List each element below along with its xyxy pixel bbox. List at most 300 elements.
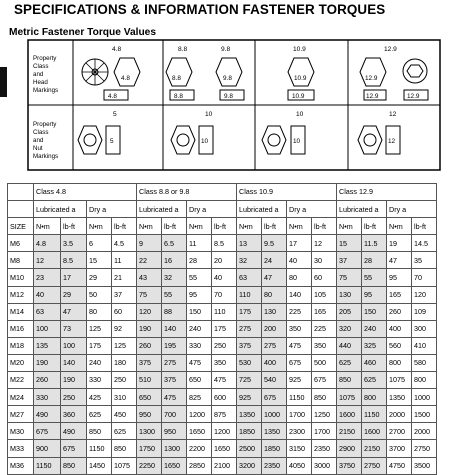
- torque-cell: 2900: [337, 440, 362, 457]
- torque-cell: 1750: [137, 440, 162, 457]
- torque-cell: 2850: [187, 457, 212, 474]
- size-cell: M10: [8, 269, 34, 286]
- dry-header: Dry a: [187, 201, 237, 218]
- torque-cell: 28: [362, 252, 387, 269]
- torque-cell: 1650: [187, 423, 212, 440]
- torque-cell: 1200: [212, 423, 237, 440]
- torque-cell: 460: [362, 354, 387, 371]
- torque-cell: 3750: [337, 457, 362, 474]
- torque-cell: 275: [262, 337, 287, 354]
- nut-class-label: 12: [389, 111, 397, 118]
- torque-cell: 55: [187, 269, 212, 286]
- torque-cell: 135: [34, 337, 61, 354]
- torque-cell: 260: [34, 372, 61, 389]
- torque-cell: 11: [112, 252, 137, 269]
- torque-cell: 140: [287, 286, 312, 303]
- torque-cell: 6.5: [162, 235, 187, 252]
- torque-cell: 260: [137, 337, 162, 354]
- size-cell: M24: [8, 389, 34, 406]
- torque-cell: 1700: [312, 423, 337, 440]
- torque-cell: 2000: [387, 406, 412, 423]
- torque-cell: 475: [287, 337, 312, 354]
- torque-cell: 190: [137, 320, 162, 337]
- torque-cell: 2100: [212, 457, 237, 474]
- nut-side-icon: [106, 126, 120, 154]
- unit-header: N•m: [287, 218, 312, 235]
- bolt-side-icon: [404, 90, 428, 100]
- torque-cell: 175: [87, 337, 112, 354]
- torque-cell: 2300: [287, 423, 312, 440]
- svg-text:Nut: Nut: [33, 145, 43, 152]
- svg-text:8.8: 8.8: [174, 93, 183, 100]
- torque-cell: 28: [187, 252, 212, 269]
- torque-cell: 675: [34, 423, 61, 440]
- torque-cell: 725: [237, 372, 262, 389]
- size-cell: M16: [8, 320, 34, 337]
- torque-cell: 1300: [137, 423, 162, 440]
- torque-cell: 560: [387, 337, 412, 354]
- unit-header: N•m: [187, 218, 212, 235]
- torque-cell: 37: [337, 252, 362, 269]
- torque-cell: 190: [34, 354, 61, 371]
- torque-cell: 80: [287, 269, 312, 286]
- torque-cell: 80: [87, 303, 112, 320]
- header-cell: [8, 184, 34, 201]
- torque-cell: 875: [212, 406, 237, 423]
- table-row: [8, 354, 437, 371]
- torque-cell: 450: [112, 406, 137, 423]
- torque-cell: 1600: [362, 423, 387, 440]
- torque-cell: 100: [61, 337, 87, 354]
- torque-cell: 205: [337, 303, 362, 320]
- torque-cell: 1200: [187, 406, 212, 423]
- svg-text:12.9: 12.9: [407, 93, 420, 100]
- torque-cell: 47: [387, 252, 412, 269]
- torque-cell: 625: [337, 354, 362, 371]
- torque-cell: 29: [61, 286, 87, 303]
- nut-side-icon: [291, 126, 305, 154]
- torque-cell: 625: [87, 406, 112, 423]
- size-cell: M30: [8, 423, 34, 440]
- torque-cell: 275: [237, 320, 262, 337]
- torque-cell: 195: [162, 337, 187, 354]
- torque-cell: 350: [212, 354, 237, 371]
- class-header: Class 4.8: [34, 184, 137, 201]
- table-row: [8, 286, 437, 303]
- torque-cell: 900: [34, 440, 61, 457]
- lubricated-header: Lubricated a: [237, 201, 287, 218]
- torque-cell: 240: [87, 354, 112, 371]
- size-cell: M8: [8, 252, 34, 269]
- torque-cell: 475: [187, 354, 212, 371]
- bolt-head-hex-icon: [216, 58, 242, 86]
- torque-cell: 40: [212, 269, 237, 286]
- torque-cell: 140: [162, 320, 187, 337]
- torque-cell: 4050: [287, 457, 312, 474]
- torque-cell: 530: [237, 354, 262, 371]
- torque-cell: 675: [262, 389, 287, 406]
- head-class-label: 4.8: [112, 46, 122, 53]
- torque-cell: 2750: [412, 440, 437, 457]
- torque-cell: 180: [112, 354, 137, 371]
- torque-cell: 330: [87, 372, 112, 389]
- torque-cell: 2750: [362, 457, 387, 474]
- torque-cell: 400: [262, 354, 287, 371]
- torque-cell: 1000: [412, 389, 437, 406]
- torque-cell: 2200: [187, 440, 212, 457]
- class-header: Class 8.8 or 9.8: [137, 184, 237, 201]
- torque-cell: 2700: [387, 423, 412, 440]
- torque-cell: 490: [34, 406, 61, 423]
- torque-cell: 850: [112, 440, 137, 457]
- torque-cell: 440: [337, 337, 362, 354]
- torque-cell: 1150: [87, 440, 112, 457]
- torque-cell: 1350: [387, 389, 412, 406]
- size-cell: M18: [8, 337, 34, 354]
- torque-cell: 75: [137, 286, 162, 303]
- torque-cell: 650: [137, 389, 162, 406]
- torque-cell: 1850: [262, 440, 287, 457]
- torque-cell: 240: [187, 320, 212, 337]
- class-header: Class 12.9: [337, 184, 437, 201]
- torque-cell: 125: [87, 320, 112, 337]
- torque-cell: 580: [412, 354, 437, 371]
- svg-text:and: and: [33, 71, 44, 78]
- torque-cell: 75: [337, 269, 362, 286]
- torque-cell: 12: [34, 252, 61, 269]
- torque-cell: 500: [312, 354, 337, 371]
- torque-cell: 2350: [312, 440, 337, 457]
- torque-cell: 70: [212, 286, 237, 303]
- torque-cell: 63: [237, 269, 262, 286]
- torque-cell: 55: [162, 286, 187, 303]
- torque-cell: 650: [187, 372, 212, 389]
- svg-text:and: and: [33, 137, 44, 144]
- torque-cell: 70: [412, 269, 437, 286]
- unit-header: N•m: [387, 218, 412, 235]
- dry-header: Dry a: [287, 201, 337, 218]
- torque-cell: 350: [312, 337, 337, 354]
- svg-text:5: 5: [110, 138, 114, 145]
- torque-cell: 490: [61, 423, 87, 440]
- bolt-side-icon: [104, 90, 128, 100]
- torque-cell: 40: [287, 252, 312, 269]
- torque-cell: 47: [61, 303, 87, 320]
- torque-cell: 125: [112, 337, 137, 354]
- torque-cell: 260: [387, 303, 412, 320]
- torque-cell: 109: [412, 303, 437, 320]
- torque-cell: 13: [237, 235, 262, 252]
- torque-cell: 320: [337, 320, 362, 337]
- svg-text:Markings: Markings: [33, 87, 59, 94]
- torque-cell: 250: [212, 337, 237, 354]
- unit-header: N•m: [337, 218, 362, 235]
- torque-cell: 700: [162, 406, 187, 423]
- torque-cell: 625: [112, 423, 137, 440]
- torque-cell: 37: [112, 286, 137, 303]
- torque-cell: 100: [34, 320, 61, 337]
- torque-cell: 475: [212, 372, 237, 389]
- torque-cell: 130: [337, 286, 362, 303]
- torque-cell: 540: [262, 372, 287, 389]
- torque-cell: 165: [312, 303, 337, 320]
- svg-text:4.8: 4.8: [108, 93, 117, 100]
- torque-cell: 475: [162, 389, 187, 406]
- torque-cell: 95: [362, 286, 387, 303]
- torque-cell: 200: [262, 320, 287, 337]
- torque-cell: 510: [137, 372, 162, 389]
- torque-cell: 80: [262, 286, 287, 303]
- svg-text:4.8: 4.8: [121, 75, 130, 82]
- svg-text:10.9: 10.9: [294, 75, 307, 82]
- torque-cell: 2350: [262, 457, 287, 474]
- torque-cell: 15: [87, 252, 112, 269]
- torque-cell: 2000: [412, 423, 437, 440]
- torque-cell: 35: [412, 252, 437, 269]
- torque-cell: 43: [137, 269, 162, 286]
- torque-cell: 3700: [387, 440, 412, 457]
- torque-cell: 175: [212, 320, 237, 337]
- torque-cell: 24: [262, 252, 287, 269]
- torque-cell: 8.5: [61, 252, 87, 269]
- size-header: SIZE: [8, 218, 34, 235]
- torque-cell: 63: [34, 303, 61, 320]
- torque-cell: 140: [61, 354, 87, 371]
- torque-cell: 360: [61, 406, 87, 423]
- svg-text:Class: Class: [33, 63, 49, 70]
- torque-cell: 600: [212, 389, 237, 406]
- torque-cell: 2150: [362, 440, 387, 457]
- torque-cell: 400: [387, 320, 412, 337]
- header-cell: [8, 201, 34, 218]
- size-cell: M20: [8, 354, 34, 371]
- torque-cell: 20: [212, 252, 237, 269]
- torque-cell: 330: [34, 389, 61, 406]
- svg-text:Property: Property: [33, 55, 57, 62]
- torque-cell: 330: [187, 337, 212, 354]
- torque-cell: 88: [162, 303, 187, 320]
- section-subtitle: Metric Fastener Torque Values: [9, 27, 157, 38]
- table-row: [8, 372, 437, 389]
- unit-header: lb-ft: [362, 218, 387, 235]
- torque-cell: 675: [287, 354, 312, 371]
- torque-cell: 1350: [262, 423, 287, 440]
- torque-cell: 8.5: [212, 235, 237, 252]
- torque-cell: 92: [112, 320, 137, 337]
- torque-cell: 50: [87, 286, 112, 303]
- torque-cell: 850: [337, 372, 362, 389]
- size-cell: M14: [8, 303, 34, 320]
- torque-cell: 1650: [162, 457, 187, 474]
- torque-table-body: [8, 235, 437, 474]
- torque-table: [7, 183, 437, 475]
- torque-cell: 30: [312, 252, 337, 269]
- head-class-label: 10.9: [293, 46, 306, 53]
- torque-cell: 60: [112, 303, 137, 320]
- torque-cell: 47: [262, 269, 287, 286]
- torque-cell: 21: [112, 269, 137, 286]
- torque-cell: 2500: [237, 440, 262, 457]
- svg-text:12: 12: [388, 138, 396, 145]
- torque-cell: 19: [387, 235, 412, 252]
- torque-cell: 95: [387, 269, 412, 286]
- torque-cell: 1300: [162, 440, 187, 457]
- torque-cell: 4750: [387, 457, 412, 474]
- torque-cell: 32: [162, 269, 187, 286]
- torque-cell: 950: [137, 406, 162, 423]
- torque-cell: 225: [287, 303, 312, 320]
- torque-cell: 850: [61, 457, 87, 474]
- unit-header: lb-ft: [112, 218, 137, 235]
- torque-cell: 4.8: [34, 235, 61, 252]
- torque-cell: 1350: [237, 406, 262, 423]
- lubricated-header: Lubricated a: [137, 201, 187, 218]
- head-class-label: 12.9: [384, 46, 397, 53]
- torque-cell: 32: [237, 252, 262, 269]
- torque-cell: 190: [61, 372, 87, 389]
- torque-cell: 2150: [337, 423, 362, 440]
- torque-cell: 950: [162, 423, 187, 440]
- torque-cell: 60: [312, 269, 337, 286]
- table-row: [8, 423, 437, 440]
- torque-cell: 850: [312, 389, 337, 406]
- unit-header: lb-ft: [212, 218, 237, 235]
- table-row: [8, 406, 437, 423]
- table-class-header-row: [8, 184, 437, 201]
- table-row: [8, 235, 437, 252]
- bolt-head-crosshatch-icon: [82, 59, 108, 85]
- nut-side-icon: [199, 126, 213, 154]
- svg-text:10: 10: [293, 138, 301, 145]
- torque-cell: 225: [312, 320, 337, 337]
- torque-cell: 250: [112, 372, 137, 389]
- torque-cell: 310: [112, 389, 137, 406]
- torque-cell: 625: [362, 372, 387, 389]
- torque-cell: 130: [262, 303, 287, 320]
- torque-cell: 1150: [287, 389, 312, 406]
- torque-cell: 73: [61, 320, 87, 337]
- nut-side-icon: [386, 126, 400, 154]
- head-class-label: 9.8: [221, 46, 231, 53]
- table-condition-header-row: [8, 201, 437, 218]
- torque-cell: 375: [162, 372, 187, 389]
- table-row: [8, 252, 437, 269]
- torque-cell: 11: [187, 235, 212, 252]
- torque-cell: 1700: [287, 406, 312, 423]
- lubricated-header: Lubricated a: [337, 201, 387, 218]
- svg-text:9.8: 9.8: [223, 75, 232, 82]
- torque-cell: 375: [237, 337, 262, 354]
- svg-text:Property: Property: [33, 121, 57, 128]
- torque-cell: 3.5: [61, 235, 87, 252]
- svg-text:9.8: 9.8: [224, 93, 233, 100]
- torque-cell: 105: [312, 286, 337, 303]
- svg-text:Markings: Markings: [33, 153, 59, 160]
- torque-cell: 55: [362, 269, 387, 286]
- torque-cell: 1075: [112, 457, 137, 474]
- svg-text:Class: Class: [33, 129, 49, 136]
- size-cell: M27: [8, 406, 34, 423]
- nut-class-label: 10: [205, 111, 213, 118]
- bolt-head-hex-icon: [166, 58, 192, 86]
- torque-cell: 410: [412, 337, 437, 354]
- torque-cell: 250: [61, 389, 87, 406]
- table-row: [8, 389, 437, 406]
- size-cell: M36: [8, 457, 34, 474]
- lubricated-header: Lubricated a: [34, 201, 87, 218]
- unit-header: N•m: [87, 218, 112, 235]
- torque-cell: 325: [362, 337, 387, 354]
- torque-cell: 22: [137, 252, 162, 269]
- torque-cell: 150: [362, 303, 387, 320]
- torque-cell: 1075: [337, 389, 362, 406]
- torque-cell: 165: [387, 286, 412, 303]
- dry-header: Dry a: [87, 201, 137, 218]
- unit-header: lb-ft: [162, 218, 187, 235]
- torque-cell: 9.5: [262, 235, 287, 252]
- torque-cell: 15: [337, 235, 362, 252]
- torque-cell: 40: [34, 286, 61, 303]
- torque-cell: 12: [312, 235, 337, 252]
- torque-cell: 925: [287, 372, 312, 389]
- markings-diagram: [0, 38, 460, 183]
- bolt-head-hex-icon: [360, 58, 386, 86]
- torque-cell: 1500: [412, 406, 437, 423]
- torque-cell: 1850: [237, 423, 262, 440]
- torque-cell: 150: [187, 303, 212, 320]
- torque-cell: 3500: [412, 457, 437, 474]
- svg-text:12.9: 12.9: [365, 75, 378, 82]
- torque-cell: 275: [162, 354, 187, 371]
- bolt-head-socket-icon: [403, 59, 427, 83]
- svg-text:12.9: 12.9: [366, 93, 379, 100]
- torque-cell: 1075: [387, 372, 412, 389]
- torque-cell: 2250: [137, 457, 162, 474]
- unit-header: lb-ft: [412, 218, 437, 235]
- torque-cell: 825: [187, 389, 212, 406]
- torque-cell: 675: [61, 440, 87, 457]
- bolt-side-icon: [288, 90, 314, 100]
- size-cell: M22: [8, 372, 34, 389]
- torque-cell: 16: [162, 252, 187, 269]
- torque-cell: 9: [137, 235, 162, 252]
- torque-cell: 1450: [87, 457, 112, 474]
- torque-cell: 110: [237, 286, 262, 303]
- torque-cell: 3000: [312, 457, 337, 474]
- svg-text:10.9: 10.9: [292, 93, 305, 100]
- size-cell: M33: [8, 440, 34, 457]
- svg-text:8.8: 8.8: [172, 75, 181, 82]
- unit-header: lb-ft: [262, 218, 287, 235]
- svg-text:10: 10: [201, 138, 209, 145]
- torque-cell: 1250: [312, 406, 337, 423]
- unit-header: N•m: [237, 218, 262, 235]
- torque-cell: 4.5: [112, 235, 137, 252]
- table-row: [8, 269, 437, 286]
- torque-cell: 800: [387, 354, 412, 371]
- torque-cell: 3200: [237, 457, 262, 474]
- bolt-side-icon: [364, 90, 386, 100]
- size-cell: M6: [8, 235, 34, 252]
- table-row: [8, 337, 437, 354]
- torque-cell: 11.5: [362, 235, 387, 252]
- torque-cell: 800: [412, 372, 437, 389]
- torque-cell: 675: [312, 372, 337, 389]
- nut-class-label: 5: [113, 111, 117, 118]
- nut-class-label: 10: [296, 111, 304, 118]
- torque-cell: 6: [87, 235, 112, 252]
- torque-cell: 375: [137, 354, 162, 371]
